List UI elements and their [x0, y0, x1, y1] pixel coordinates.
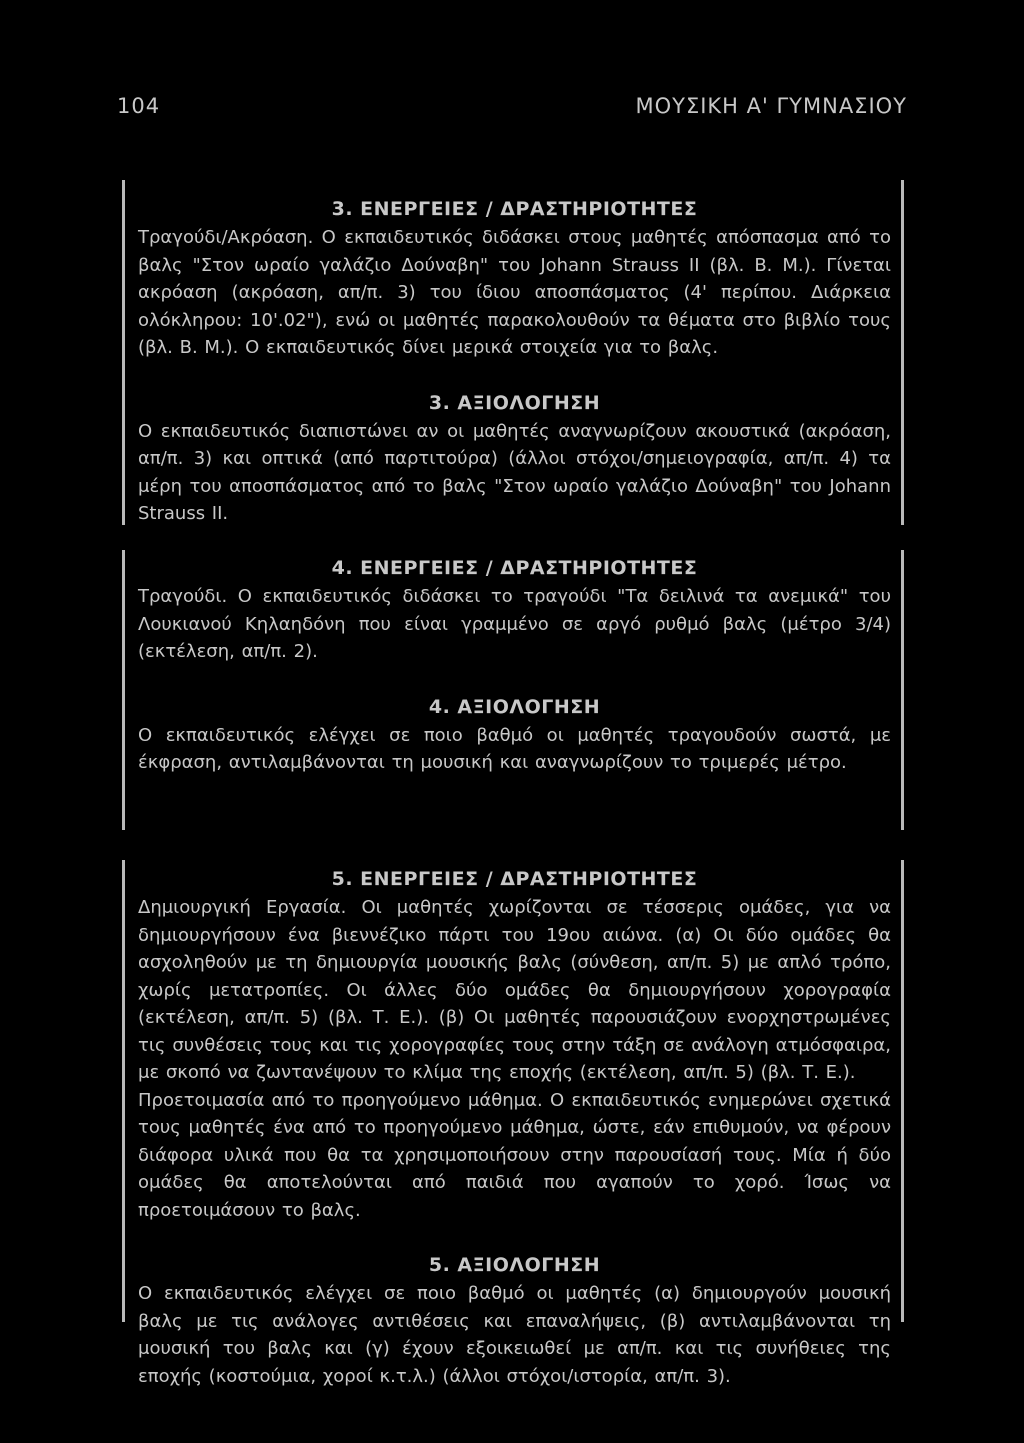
activities-heading-4: 4. ΕΝΕΡΓΕΙΕΣ / ΔΡΑΣΤΗΡΙΟΤΗΤΕΣ: [331, 557, 698, 579]
section-3: [122, 180, 904, 525]
assessment-heading-3: 3. ΑΞΙΟΛΟΓΗΣΗ: [428, 391, 601, 414]
activities-text-5-preparation: Προετοιμασία από το προηγούμενο μάθημα. Ο εκπαιδευτικός ενημερώνει σχετικά τους μαθητές ένα από το προηγούμενο μάθημα, ώστε, εάν επιθυμούν, να φέρουν διάφορα υλικά που θα τα χρησιμοποιήσουν στην παρουσίασή τους. Μία ή δύο ομάδες θα αποτελούνται από παιδιά που αγαπούν το χορό. Ίσως να προετοιμάσουν το βαλς.: [138, 1089, 891, 1221]
page-content: [122, 180, 904, 1387]
activities-text-5: Δημιουργική Εργασία. Οι μαθητές χωρίζονται σε τέσσερις ομάδες, για να δημιουργήσουν ένα βιεννέζικο πάρτι του 19ου αιώνα. (α) Οι δύο ομάδες θα ασχοληθούν με τη δημιουργία μουσικής βαλς (σύνθεση, απ/π. 5) με απλό τρόπο, χωρίς μετατροπίες. Οι άλλες δύο ομάδες θα δημιουργήσουν χορογραφία (εκτέλεση, απ/π. 5) (βλ. Τ. Ε.). (β) Οι μαθητές παρουσιάζουν ενορχηστρωμένες τις συνθέσεις τους και τις χορογραφίες τους στην τάξη σε ανάλογη ατμόσφαιρα, με σκοπό να ζωντανέψουν το κλίμα της εποχής (εκτέλεση, απ/π. 5) (βλ. Τ. Ε.).: [138, 897, 891, 1083]
assessment-heading-5: 5. ΑΞΙΟΛΟΓΗΣΗ: [428, 1254, 601, 1276]
activities-heading-3: 3. ΕΝΕΡΓΕΙΕΣ / ΔΡΑΣΤΗΡΙΟΤΗΤΕΣ: [331, 198, 698, 220]
section-5: [122, 860, 904, 1387]
running-title: ΜΟΥΣΙΚΗ Α' ΓΥΜΝΑΣΙΟΥ: [635, 94, 907, 118]
assessment-text-3: Ο εκπαιδευτικός διαπιστώνει αν οι μαθητές αναγνωρίζουν ακουστικά (ακρόαση, απ/π. 3) και οπτικά (από παρτιτούρα) (άλλοι στόχοι/σημειογραφία, απ/π. 4) τα μέρη του αποσπάσματος από το βαλς "Στον ωραίο γαλάζιο Δούναβη" του Johann Strauss II.: [138, 420, 891, 524]
activities-text-4: Τραγούδι. Ο εκπαιδευτικός διδάσκει το τραγούδι "Τα δειλινά τα ανεμικά" του Λουκιανού Κηλαηδόνη που είναι γραμμένο σε αργό ρυθμό βαλς (μέτρο 3/4) (εκτέλεση, απ/π. 2).: [138, 586, 891, 662]
activities-text-3: Τραγούδι/Ακρόαση. Ο εκπαιδευτικός διδάσκει στους μαθητές απόσπασμα από το βαλς "Στον ωραίο γαλάζιο Δούναβη" του Johann Strauss II (βλ. Β. Μ.). Γίνεται ακρόαση (ακρόαση, απ/π. 3) του ίδιου αποσπάσματος (4' περίπου. Διάρκεια ολόκληρου: 10'.02"), ενώ οι μαθητές παρακολουθούν τα θέματα στο βιβλίο τους (βλ. Β. Μ.). Ο εκπαιδευτικός δίνει μερικά στοιχεία για το βαλς.: [138, 227, 891, 358]
activities-heading-5: 5. ΕΝΕΡΓΕΙΕΣ / ΔΡΑΣΤΗΡΙΟΤΗΤΕΣ: [331, 868, 698, 890]
section-4: [122, 550, 904, 830]
assessment-heading-4: 4. ΑΞΙΟΛΟΓΗΣΗ: [428, 695, 601, 718]
page-number: 104: [117, 94, 161, 118]
running-header: [117, 94, 907, 128]
assessment-text-4: Ο εκπαιδευτικός ελέγχει σε ποιο βαθμό οι μαθητές τραγουδούν σωστά, με έκφραση, αντιλαμβάνονται τη μουσική και αναγνωρίζουν το τριμερές μέτρο.: [138, 724, 891, 773]
assessment-text-5: Ο εκπαιδευτικός ελέγχει σε ποιο βαθμό οι μαθητές (α) δημιουργούν μουσική βαλς με τις ανάλογες αντιθέσεις και επαναλήψεις, (β) αντιλαμβάνονται τη μουσική του βαλς και (γ) έχουν εξοικειωθεί με απ/π. και τις συνήθειες της εποχής (κοστούμια, χοροί κ.τ.λ.) (άλλοι στόχοι/ιστορία, απ/π. 3).: [138, 1283, 891, 1387]
